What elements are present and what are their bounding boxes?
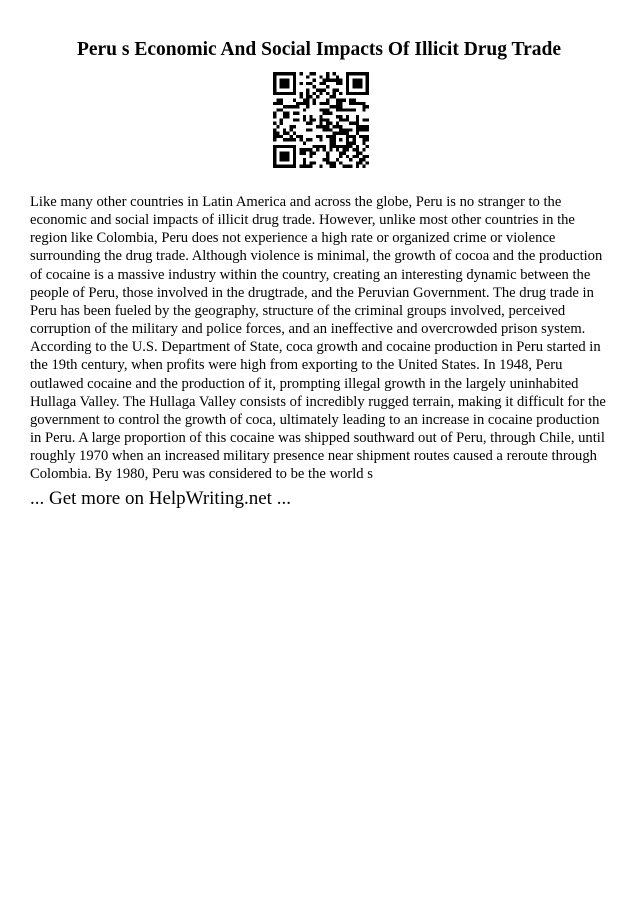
qr-code-icon[interactable] [273, 72, 369, 168]
get-more-link[interactable]: ... Get more on HelpWriting.net ... [30, 488, 291, 509]
article-body: Like many other countries in Latin America and across the globe, Peru is no stranger to the economic and social impacts of illicit drug trade. However, unlike most other countries in the region like Colombia, Peru does not experience a high rate or organized crime or violence surrounding the drug trade. Although violence is minimal, the growth of cocoa and the production of cocaine is a massive industry within the country, creating an interesting dynamic between the people of Peru, those involved in the drugtrade, and the Peruvian Government. The drug trade in Peru has been fueled by the geography, structure of the criminal groups involved, perceived corruption of the military and police forces, and an ineffective and overcrowded prison system. According to the U.S. Department of State, coca growth and cocaine production in Peru started in the 19th century, when profits were high from exporting to the United States. In 1948, Peru outlawed cocaine and the production of it, prompting illegal growth in the largely uninhabited Hullaga Valley. The Hullaga Valley consists of incredibly rugged terrain, making it difficult for the government to control the growth of coca, ultimately leading to an increase in cocaine production in Peru. A large proportion of this cocaine was shipped southward out of Peru, through Chile, until roughly 1970 when an increased military presence near shipment routes caused a reroute through Colombia. By 1980, Peru was considered to be the world s [30, 194, 606, 483]
qr-code-graphic [273, 72, 369, 168]
page-title: Peru s Economic And Social Impacts Of Illicit Drug Trade [76, 39, 562, 60]
